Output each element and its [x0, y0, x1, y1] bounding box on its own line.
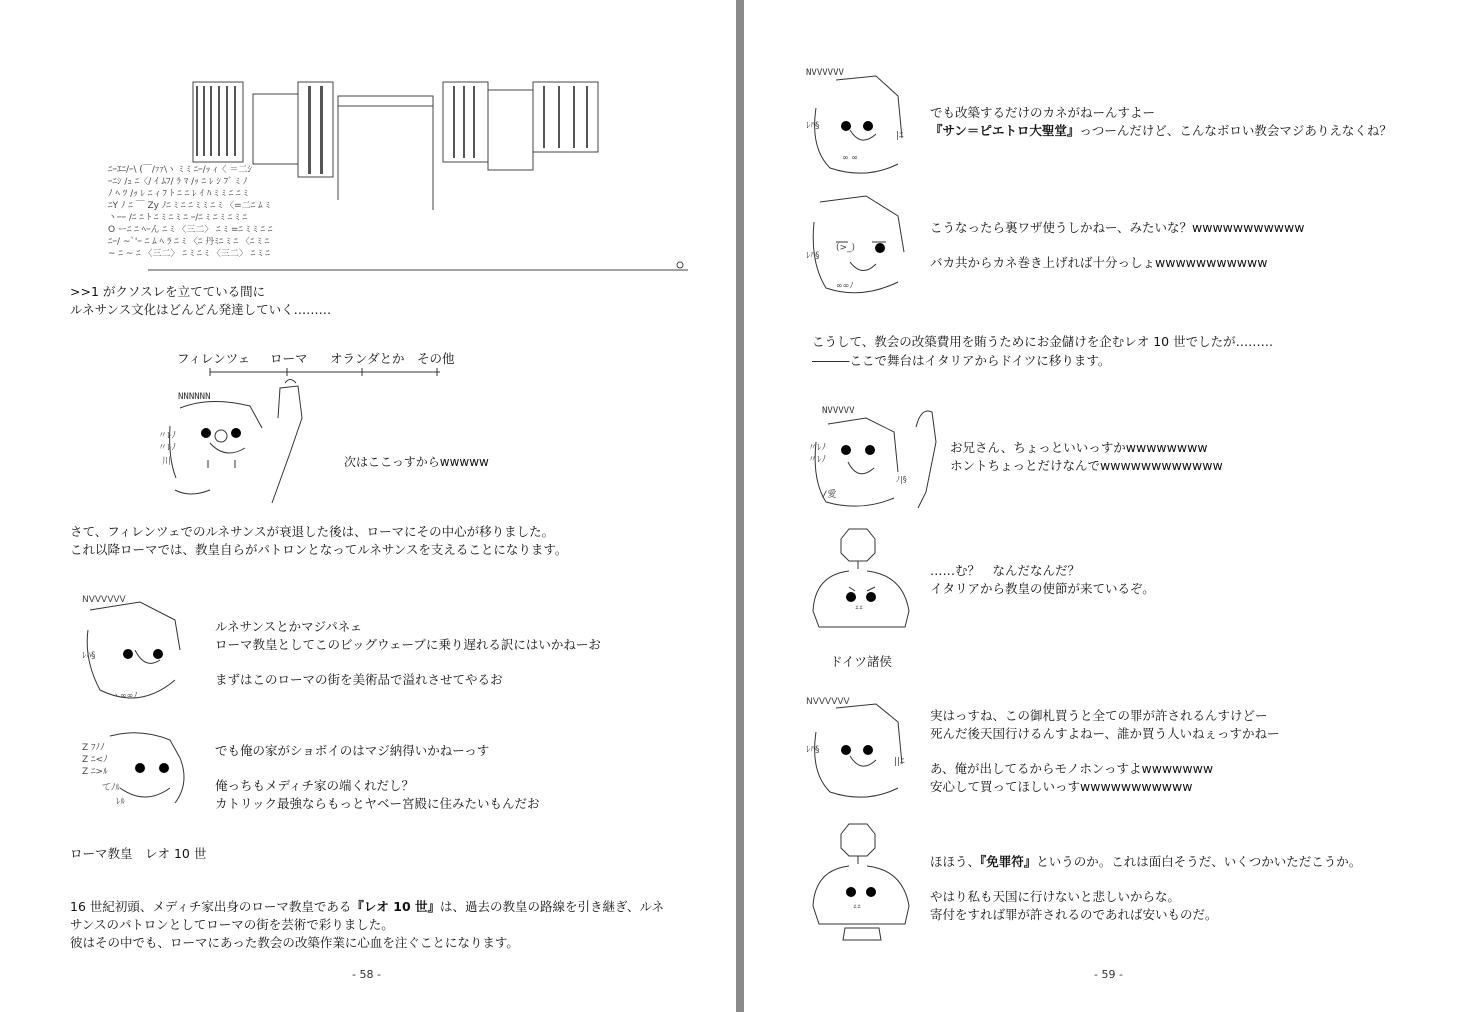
german-lord-face-drawing	[809, 525, 919, 635]
svg-text:ﾚﾊ§: ﾚﾊ§	[806, 745, 820, 755]
svg-text:ﾆY ﾉ ﾆ ￣ Zy ﾉﾆ ﾐ ﾆ ﾆ ﾐ ﾐ ﾆ ﾐ 〈: ﾆY ﾉ ﾆ ￣ Zy ﾉﾆ ﾐ ﾆ ﾆ ﾐ ﾐ ﾆ ﾐ 〈=二ﾆ ﾑ ﾐ	[107, 201, 270, 211]
leo-face-a	[80, 590, 200, 710]
svg-text:ｪｪ: ｪｪ	[853, 901, 861, 910]
leo-face-d-drawing	[806, 192, 916, 302]
svg-text:ﾚﾙ: ﾚﾙ	[116, 797, 126, 807]
svg-text:〃ﾚﾉ: 〃ﾚﾉ	[808, 455, 827, 465]
svg-text:ﾉ|§: ﾉ|§	[896, 475, 907, 484]
dialog-1-line-2	[930, 122, 1392, 140]
paragraph-2-line-3: 彼はその中でも、ローマにあった教会の改築作業に心血を注ぐことになります。	[70, 935, 519, 950]
dialog-4-line-2: イタリアから教皇の使節が来ているぞ。	[930, 581, 1155, 596]
page-58	[0, 0, 736, 1012]
svg-text:~ ﾆ ~ ﾆ 〈三二〉 ﾆ ﾐ ﾆ ﾐ 〈三二〉 ﾆ: ~ ﾆ ~ ﾆ 〈三二〉 ﾆ ﾐ ﾆ ﾐ 〈三二〉 ﾆ ﾐ ﾆ	[107, 249, 270, 259]
city-timeline	[172, 350, 472, 380]
saint-peter-emphasis: 『サン＝ピエトロ大聖堂』	[930, 123, 1080, 138]
svg-text:てﾉﾙ: てﾉﾙ	[102, 783, 121, 793]
dialog-6-line-2: やはり私も天国に行けないと悲しいからな。	[930, 889, 1181, 904]
dialog-6-line-3: 寄付をすれば罪が許されるのであれば安いものだ。	[930, 907, 1218, 922]
svg-text:ｰﾆｼ /ｭ ﾆ〈/ ｲ ﾑﾌ/ ﾗ ﾏ /ｯ ﾆ ﾚ ｼ: ｰﾆｼ /ｭ ﾆ〈/ ｲ ﾑﾌ/ ﾗ ﾏ /ｯ ﾆ ﾚ ｼ ﾌﾞ ﾐ ﾉ	[107, 177, 247, 187]
svg-text:|ﾆ: |ﾆ	[896, 131, 904, 141]
svg-text:||ﾆ: ||ﾆ	[894, 757, 905, 767]
character-hair-text: NNNNNN	[178, 392, 211, 402]
dialog-2-line-2: バカ共からカネ巻き上げれば十分っしょwwwwwwwwwww	[930, 255, 1268, 270]
dialog-2-line-1: こうなったら裏ワザ使うしかねー、みたいな？wwwwwwwwwww	[930, 220, 1305, 235]
leo-face-waving	[806, 402, 946, 512]
svg-text:ﾚﾊ§: ﾚﾊ§	[806, 121, 820, 131]
leo-dialog-2-line-3: カトリック最強ならもっとヤベー宮殿に住みたいもんだお	[215, 796, 540, 811]
page-59	[744, 0, 1478, 1012]
scene-caption-line-1: >>1 がクソスレを立てている間に	[70, 284, 266, 299]
svg-text:O ーﾆ ﾆ ﾍｰん ﾆ ﾐ 〈三二〉 ﾆ ﾐ =ﾆ ﾐ ﾐ: O ーﾆ ﾆ ﾍｰん ﾆ ﾐ 〈三二〉 ﾆ ﾐ =ﾆ ﾐ ﾐ ﾆ ﾆ	[107, 225, 272, 235]
caption-leo-x: ローマ教皇 レオ 10 世	[70, 846, 207, 861]
timeline-label-other: その他	[417, 351, 455, 366]
svg-text:ﾆｰｴﾆ/ｰ\ (￣/ｧｧ\ヽ ﾐ ﾐ ﾆｰ/ｯ ｨ〈 ＝: ﾆｰｴﾆ/ｰ\ (￣/ｧｧ\ヽ ﾐ ﾐ ﾆｰ/ｯ ｨ〈 ＝二ｼ	[107, 165, 252, 175]
svg-text:〃ﾚﾉ: 〃ﾚﾉ	[158, 443, 177, 453]
paragraph-1-line-1: さて、フィレンツェでのルネサンスが衰退した後は、ローマにその中心が移りました。	[70, 524, 555, 539]
svg-text:ﾚﾊ§: ﾚﾊ§	[806, 251, 820, 261]
paragraph-2-line-1	[70, 898, 664, 916]
leo-face-e-drawing	[806, 692, 916, 802]
leo-face-a-drawing	[80, 590, 200, 710]
leo-dialog-1-line-2: ローマ教皇としてこのビッグウェーブに乗り遅れる訳にはいかねーお	[215, 637, 601, 652]
dialog-6-line-1-post: というのか。これは面白そうだ、いくつかいただこうか。	[1036, 854, 1362, 869]
svg-text:Z ﾆ>ﾙ: Z ﾆ>ﾙ	[82, 767, 108, 777]
timeline-label-rome: ローマ	[270, 351, 308, 366]
caption-german-lord: ドイツ諸侯	[830, 654, 892, 669]
leo-face-b-drawing	[80, 728, 200, 828]
indulgence-emphasis: 『免罪符』	[980, 854, 1037, 869]
dialog-3-line-1: お兄さん、ちょっといいっすかwwwwwwww	[950, 440, 1208, 455]
svg-text:Z ﾌﾉﾉ: Z ﾌﾉﾉ	[82, 743, 105, 753]
svg-text:ﾉ ﾍ ﾂ /ｯ ﾚ ﾆ ｨ ﾌ ﾄ ﾆ ﾆ ﾚ ｲ ﾊ ﾐ: ﾉ ﾍ ﾂ /ｯ ﾚ ﾆ ｨ ﾌ ﾄ ﾆ ﾆ ﾚ ｲ ﾊ ﾐ ﾐ ﾆ ﾆ ﾐ	[107, 189, 248, 199]
svg-text:〃ﾚﾉ: 〃ﾚﾉ	[158, 431, 177, 441]
leo-face-e	[806, 692, 916, 802]
page-number-59: - 59 -	[1094, 968, 1123, 981]
german-lord-face-2-drawing	[809, 820, 919, 950]
dialog-4-line-1: ……む？ なんだなんだ？	[930, 563, 1081, 578]
svg-text:川: 川	[162, 457, 172, 467]
leo-dialog-1-line-1: ルネサンスとかマジパネェ	[215, 619, 363, 634]
dialog-1-line-2-post: っつーんだけど、こんなボロい教会マジありえなくね？	[1079, 123, 1392, 138]
svg-text:(>_): (>_)	[836, 243, 856, 253]
svg-text:〃ﾚﾉ: 〃ﾚﾉ	[808, 443, 827, 453]
svg-text:ﾚﾊ§: ﾚﾊ§	[82, 651, 96, 661]
character-pointing-drawing	[150, 378, 325, 508]
german-lord-face	[809, 525, 919, 635]
dialog-3-line-2: ホントちょっとだけなんでwwwwwwwwwwww	[950, 458, 1223, 473]
svg-text:ﾆｰ/ ~`'ｰ ﾆ ﾑ ﾍ ﾗ ﾆ ﾐ 〈ﾆ 丹ﾐﾆ ﾐ: ﾆｰ/ ~`'ｰ ﾆ ﾑ ﾍ ﾗ ﾆ ﾐ 〈ﾆ 丹ﾐﾆ ﾐ ﾆ 〈ﾆ ﾐ ﾆ	[107, 237, 269, 247]
leo-x-emphasis: 『レオ 10 世』	[351, 899, 440, 914]
paragraph-2-line-2: サンスのパトロンとしてローマの街を芸術で彩りました。	[70, 917, 394, 932]
dialog-5-line-3: あ、俺が出してるからモノホンっすよwwwwwww	[930, 761, 1214, 776]
dialog-5-line-1: 実はっすね、この御札買うと全ての罪が許されるんすけどー	[930, 708, 1268, 723]
dialog-6-line-1	[930, 853, 1361, 871]
leo-dialog-2-line-2: 俺っちもメディチ家の端くれだし？	[215, 778, 415, 793]
paragraph-2-line-1-post: は、過去の教皇の路線を引き継ぎ、ルネ	[440, 899, 665, 914]
dialog-5-line-4: 安心して買ってほしいっすwwwwwwwwwww	[930, 779, 1193, 794]
leo-dialog-1-line-3: まずはこのローマの街を美術品で溢れさせてやるお	[215, 672, 503, 687]
paragraph-r1-line-2: ―――ここで舞台はイタリアからドイツに移ります。	[812, 353, 1111, 368]
paragraph-1-line-2: これ以降ローマでは、教皇自らがパトロンとなってルネサンスを支えることになります。	[70, 542, 568, 557]
svg-text:Z ﾆ<ﾉ: Z ﾆ<ﾉ	[82, 755, 108, 765]
speech-here-is-ours: 次はここっすからwwwww	[344, 455, 489, 469]
city-illustration	[108, 80, 693, 275]
svg-text:NVVVVVV: NVVVVVV	[82, 595, 126, 605]
scene-caption-line-2: ルネサンス文化はどんどん発達していく………	[70, 302, 332, 317]
dialog-1-line-1: でも改築するだけのカネがねーんすよー	[930, 105, 1156, 120]
svg-text:丶ｰｰ /ﾆ ﾆ ﾄ ﾆ ﾐ ﾆ ﾐ ﾆ ｰ/ﾆ ﾐ ﾆ ﾐ: 丶ｰｰ /ﾆ ﾆ ﾄ ﾆ ﾐ ﾆ ﾐ ﾆ ｰ/ﾆ ﾐ ﾆ ﾐ ﾆ ﾐ ﾆ	[107, 213, 247, 223]
page-gutter	[736, 0, 744, 1012]
svg-text:∞ ∞: ∞ ∞	[842, 153, 858, 162]
leo-face-c	[806, 68, 916, 178]
page-number-58: - 58 -	[352, 968, 381, 981]
dialog-6-line-1-pre: ほほう、	[930, 854, 981, 869]
city-ascii-art	[75, 70, 660, 265]
ascii-character-pointing	[150, 378, 325, 508]
paragraph-2-line-1-pre: 16 世紀初頭、メディチ家出身のローマ教皇である	[70, 899, 352, 914]
timeline-label-holland: オランダとか	[330, 351, 405, 366]
german-lord-face-2	[809, 820, 919, 950]
svg-text:ヽ∞∞ﾉ: ヽ∞∞ﾉ	[112, 691, 138, 700]
paragraph-r1-line-1: こうして、教会の改築費用を賄うためにお金儲けを企むレオ 10 世でしたが………	[812, 334, 1274, 349]
timeline-label-florence: フィレンツェ	[177, 351, 251, 366]
timeline-axis	[172, 350, 472, 380]
leo-face-waving-hair-text: NVVVVV	[822, 406, 855, 416]
svg-text:ｪｪ: ｪｪ	[855, 602, 863, 611]
leo-dialog-2-line-1: でも俺の家がショボイのはマジ納得いかねーっす	[215, 743, 490, 758]
leo-face-c-hair-text: NVVVVVV	[806, 68, 844, 78]
love-charm-text: /愛	[822, 490, 837, 500]
leo-face-b	[80, 728, 200, 828]
svg-text:NVVVVVV: NVVVVVV	[806, 697, 850, 707]
dialog-5-line-2: 死んだ後天国行けるんすよねー、誰か買う人いねぇっすかねー	[930, 726, 1280, 741]
svg-text:∞∞ﾉ: ∞∞ﾉ	[836, 281, 854, 290]
leo-face-d	[806, 192, 916, 302]
leo-face-c-drawing	[806, 68, 916, 178]
